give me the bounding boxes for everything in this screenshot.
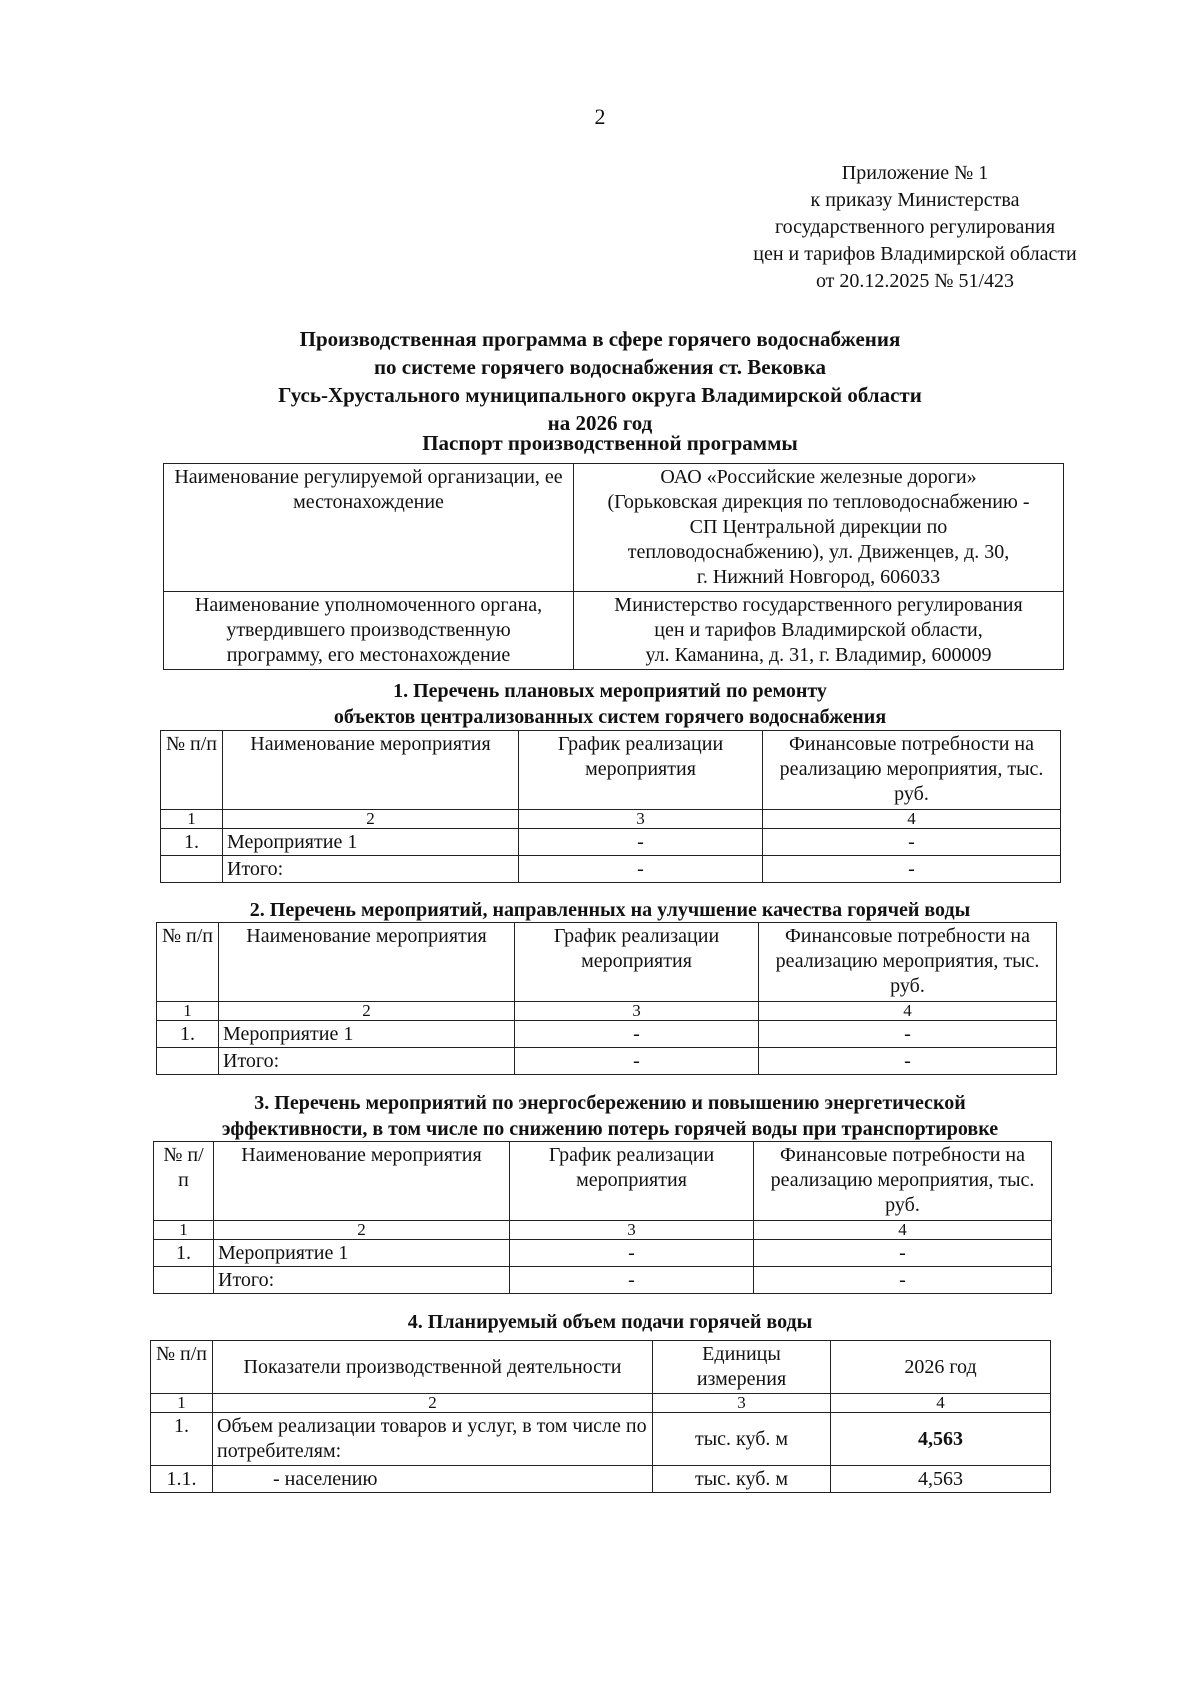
value-line: цен и тарифов Владимирской области, xyxy=(654,619,983,641)
finance-cell: - xyxy=(759,1021,1057,1048)
col-num-header: № п/п xyxy=(151,1341,213,1394)
table-row xyxy=(151,1413,1051,1466)
section4-title xyxy=(150,1309,1070,1335)
value-line: г. Нижний Новгород, 606033 xyxy=(696,566,941,588)
title-line: Производственная программа в сфере горячего водоснабжения xyxy=(299,327,901,351)
index-cell: 3 xyxy=(653,1394,831,1413)
total-label-cell: Итого: xyxy=(219,1048,515,1075)
document-title xyxy=(0,325,1200,437)
indicator-cell: - населению xyxy=(213,1466,653,1493)
value-cell: 4,563 xyxy=(831,1466,1051,1493)
appendix-note xyxy=(700,160,1130,295)
indicator-cell: Объем реализации товаров и услуг, в том числе по потребителям: xyxy=(213,1413,653,1466)
passport-heading xyxy=(150,430,1070,456)
section2-title xyxy=(150,897,1070,923)
table-row xyxy=(157,1021,1057,1048)
index-cell: 4 xyxy=(759,1002,1057,1021)
total-label-cell: Итого: xyxy=(214,1267,510,1294)
index-cell: 4 xyxy=(763,810,1061,829)
appendix-line: от 20.12.2025 № 51/423 xyxy=(815,270,1015,292)
index-cell: 4 xyxy=(831,1394,1051,1413)
table-header-row xyxy=(154,1142,1052,1221)
page-number: 2 xyxy=(594,104,606,129)
title-line: по системе горячего водоснабжения ст. Вековка xyxy=(373,355,827,379)
col-schedule-header: График реализации мероприятия xyxy=(510,1142,754,1221)
total-label-cell: Итого: xyxy=(223,856,519,883)
col-indicator-header: Показатели производственной деятельности xyxy=(213,1341,653,1394)
section1-title xyxy=(150,678,1070,730)
passport-row xyxy=(164,592,1064,670)
appendix-line: Приложение № 1 xyxy=(841,162,989,184)
total-row xyxy=(157,1048,1057,1075)
appendix-line: государственного регулирования xyxy=(774,216,1056,238)
schedule-cell: - xyxy=(515,1021,759,1048)
row-name-cell: Мероприятие 1 xyxy=(214,1240,510,1267)
schedule-cell: - xyxy=(510,1240,754,1267)
col-unit-header: Единицы измерения xyxy=(653,1341,831,1394)
empty-cell xyxy=(161,856,223,883)
label-line: программу, его местонахождение xyxy=(226,644,511,666)
col-name-header: Наименование мероприятия xyxy=(223,731,519,810)
section3-table xyxy=(153,1141,1052,1294)
section2-table xyxy=(156,922,1057,1075)
col-schedule-header: График реализации мероприятия xyxy=(515,923,759,1002)
value-line: тепловодоснабжению), ул. Движенцев, д. 30, xyxy=(627,541,1010,563)
col-name-header: Наименование мероприятия xyxy=(214,1142,510,1221)
row-num-cell: 1. xyxy=(151,1413,213,1466)
index-cell: 1 xyxy=(157,1002,219,1021)
index-cell: 2 xyxy=(213,1394,653,1413)
table-row xyxy=(151,1466,1051,1493)
index-cell: 2 xyxy=(223,810,519,829)
finance-cell: - xyxy=(754,1240,1052,1267)
table-header-row xyxy=(151,1341,1051,1394)
value-line: (Горьковская дирекция по тепловодоснабжению - xyxy=(607,491,1030,513)
passport-table xyxy=(163,463,1064,670)
unit-cell: тыс. куб. м xyxy=(653,1413,831,1466)
col-finance-header: Финансовые потребности на реализацию мероприятия, тыс. руб. xyxy=(754,1142,1052,1221)
label-line: утвердившего производственную xyxy=(226,619,511,641)
schedule-cell: - xyxy=(515,1048,759,1075)
section4-table xyxy=(150,1340,1051,1493)
section-title-line: 4. Планируемый объем подачи горячей воды xyxy=(407,1311,813,1333)
title-line: Гусь-Хрустального муниципального округа Владимирской области xyxy=(278,383,922,407)
row-num-cell: 1. xyxy=(154,1240,214,1267)
value-line: Министерство государственного регулирования xyxy=(614,594,1023,616)
section-title-line: 3. Перечень мероприятий по энергосбережению и повышению энергетической xyxy=(254,1092,966,1114)
row-name-cell: Мероприятие 1 xyxy=(219,1021,515,1048)
column-index-row xyxy=(161,810,1061,829)
row-name-cell: Мероприятие 1 xyxy=(223,829,519,856)
index-cell: 3 xyxy=(510,1221,754,1240)
col-year-header: 2026 год xyxy=(831,1341,1051,1394)
passport-value-cell xyxy=(574,592,1064,670)
index-cell: 3 xyxy=(515,1002,759,1021)
section-title-line: эффективности, в том числе по снижению потерь горячей воды при транспортировке xyxy=(221,1118,999,1140)
row-num-cell: 1.1. xyxy=(151,1466,213,1493)
empty-cell xyxy=(157,1048,219,1075)
value-cell: 4,563 xyxy=(831,1413,1051,1466)
unit-cell: тыс. куб. м xyxy=(653,1466,831,1493)
index-cell: 3 xyxy=(519,810,763,829)
finance-cell: - xyxy=(754,1267,1052,1294)
table-row xyxy=(154,1240,1052,1267)
column-index-row xyxy=(151,1394,1051,1413)
empty-cell xyxy=(154,1267,214,1294)
table-header-row xyxy=(161,731,1061,810)
col-schedule-header: График реализации мероприятия xyxy=(519,731,763,810)
index-cell: 2 xyxy=(219,1002,515,1021)
row-num-cell: 1. xyxy=(161,829,223,856)
passport-heading-text: Паспорт производственной программы xyxy=(422,431,798,455)
schedule-cell: - xyxy=(519,856,763,883)
schedule-cell: - xyxy=(510,1267,754,1294)
section-title-line: 2. Перечень мероприятий, направленных на улучшение качества горячей воды xyxy=(249,899,971,921)
label-line: Наименование уполномоченного органа, xyxy=(194,594,543,616)
appendix-line: к приказу Министерства xyxy=(810,189,1020,211)
index-cell: 1 xyxy=(161,810,223,829)
col-name-header: Наименование мероприятия xyxy=(219,923,515,1002)
column-index-row xyxy=(157,1002,1057,1021)
finance-cell: - xyxy=(763,856,1061,883)
col-num-header: № п/п xyxy=(154,1142,214,1221)
section-title-line: объектов централизованных систем горячего водоснабжения xyxy=(333,706,887,728)
index-cell: 4 xyxy=(754,1221,1052,1240)
passport-row xyxy=(164,464,1064,592)
col-finance-header: Финансовые потребности на реализацию мероприятия, тыс. руб. xyxy=(763,731,1061,810)
total-row xyxy=(154,1267,1052,1294)
value-line: СП Центральной дирекции по xyxy=(689,516,948,538)
finance-cell: - xyxy=(763,829,1061,856)
section1-table xyxy=(160,730,1061,883)
value-line: ул. Каманина, д. 31, г. Владимир, 600009 xyxy=(645,644,992,666)
value-line: ОАО «Российские железные дороги» xyxy=(660,466,977,488)
title-line: на 2026 год xyxy=(547,411,653,435)
col-finance-header: Финансовые потребности на реализацию мероприятия, тыс. руб. xyxy=(759,923,1057,1002)
index-cell: 2 xyxy=(214,1221,510,1240)
index-cell: 1 xyxy=(154,1221,214,1240)
section3-title xyxy=(150,1090,1070,1142)
passport-value-cell xyxy=(574,464,1064,592)
row-num-cell: 1. xyxy=(157,1021,219,1048)
appendix-line: цен и тарифов Владимирской области xyxy=(753,243,1077,265)
column-index-row xyxy=(154,1221,1052,1240)
section-title-line: 1. Перечень плановых мероприятий по ремонту xyxy=(393,680,827,702)
table-header-row xyxy=(157,923,1057,1002)
col-num-header: № п/п xyxy=(161,731,223,810)
passport-label-cell xyxy=(164,592,574,670)
table-row xyxy=(161,829,1061,856)
col-num-header: № п/п xyxy=(157,923,219,1002)
index-cell: 1 xyxy=(151,1394,213,1413)
schedule-cell: - xyxy=(519,829,763,856)
total-row xyxy=(161,856,1061,883)
finance-cell: - xyxy=(759,1048,1057,1075)
passport-label-cell: Наименование регулируемой организации, ее местонахождение xyxy=(164,464,574,592)
